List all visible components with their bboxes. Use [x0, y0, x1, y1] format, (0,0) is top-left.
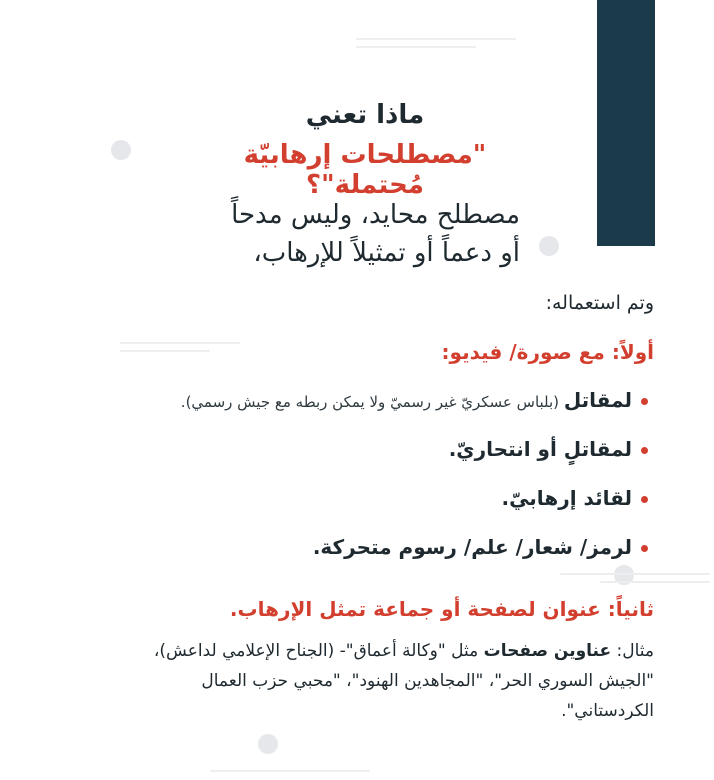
page-title-line-1: ماذا تعني — [305, 100, 425, 130]
subtitle-line-1: مصطلح محايد، وليس مدحاً — [231, 200, 520, 230]
page-title-highlight: "مصطلحات إرهابيّة مُحتملة"؟ — [243, 140, 487, 200]
bullet-dot — [641, 496, 648, 503]
decorative-dot — [258, 734, 278, 754]
bullet-text: لمقاتلٍ أو انتحاريّ. — [448, 437, 632, 461]
decorative-lines — [356, 38, 516, 54]
bullet-item — [501, 486, 632, 510]
bullet-dot — [641, 447, 648, 454]
bullet-note: (بلباس عسكريّ غير رسميّ ولا يمكن ربطه مع جيش رسمي). — [180, 393, 564, 411]
bullet-item — [181, 388, 632, 412]
subtitle-line-2: أو دعماً أو تمثيلاً للإرهاب، — [253, 238, 520, 268]
bullet-text: لمقاتل — [563, 388, 632, 412]
section-1-heading: أولاً: مع صورة/ فيديو: — [441, 340, 654, 364]
bullet-text: لرمز/ شعار/ علم/ رسوم متحركة. — [312, 535, 632, 559]
bullet-item — [313, 535, 632, 559]
bullet-item — [449, 437, 632, 461]
example-prefix: مثال: — [611, 641, 654, 661]
example-paragraph — [150, 636, 654, 726]
decorative-lines — [120, 342, 240, 358]
example-bold: عناوين صفحات — [483, 641, 612, 661]
decorative-dot — [539, 236, 559, 256]
decorative-lines — [210, 770, 370, 778]
bullet-dot — [641, 545, 648, 552]
section-2-heading: ثانياً: عنوان لصفحة أو جماعة تمثل الإرهاب. — [229, 597, 654, 621]
example-text: مثل "وكالة أعماق"- (الجناح الإعلامي لداعش)، "الجيش السوري الحر"، "المجاهدين الهنود"، "محبي حزب العمال الكردستاني". — [153, 641, 654, 721]
decorative-lines — [560, 573, 710, 589]
decorative-navy-bar — [597, 0, 655, 246]
bullet-dot — [641, 398, 648, 405]
usage-intro: وتم استعماله: — [545, 292, 654, 314]
decorative-dot — [111, 140, 131, 160]
bullet-text: لقائد إرهابيّ. — [501, 486, 632, 510]
